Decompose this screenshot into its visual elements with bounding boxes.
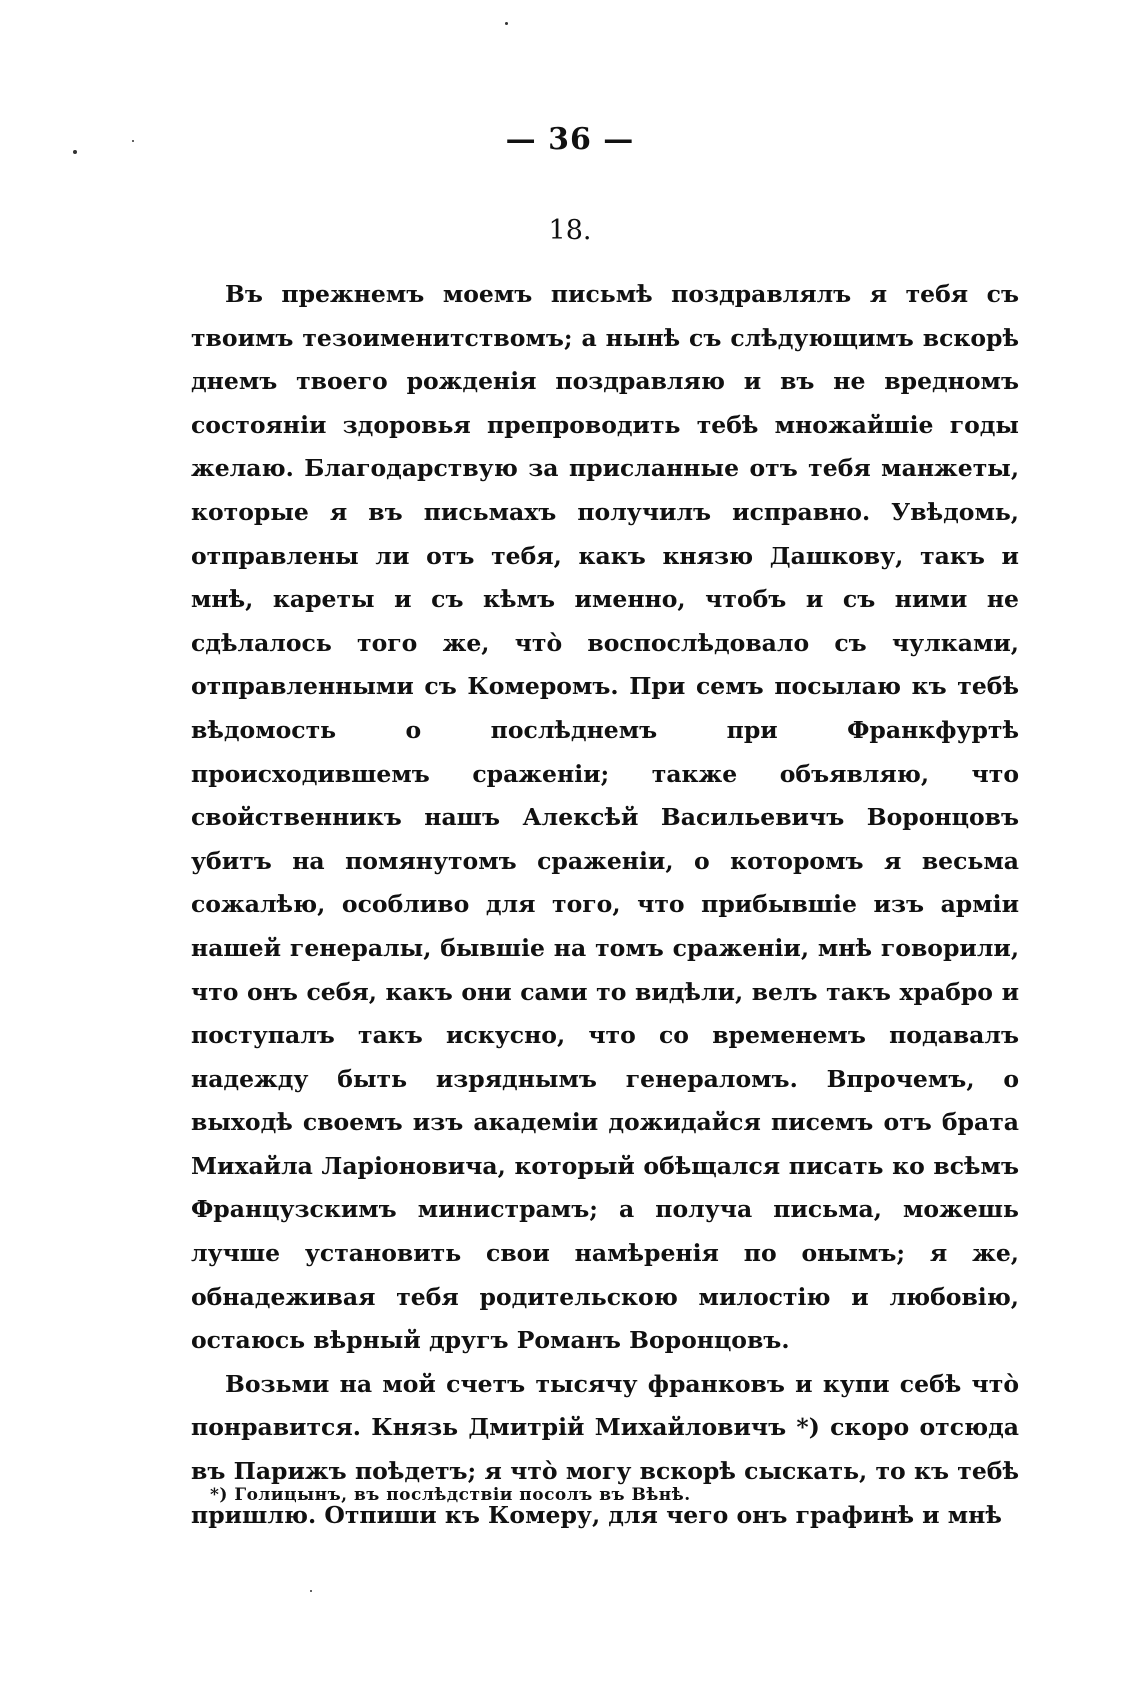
paragraph: Въ прежнемъ моемъ письмѣ поздравлялъ я тебя съ твоимъ тезоименитствомъ; а нынѣ съ слѣдующимъ вскорѣ днемъ твоего рожденія поздравляю и въ не вредномъ состояніи здоровья препроводить тебѣ множайшіе годы желаю. Благодарствую за присланные отъ тебя манжеты, которые я въ письмахъ получилъ исправно. Увѣдомь, отправлены ли отъ тебя, какъ князю Дашкову, такъ и мнѣ, кареты и съ кѣмъ именно, чтобъ и съ ними не сдѣлалось того же, что̀ воспослѣдовало съ чулками, отправленными съ Комеромъ. При семъ посылаю къ тебѣ вѣдомость о послѣднемъ при Франкфуртѣ происходившемъ сраженіи; также объявляю, что свойственникъ нашъ Алексѣй Васильевичъ Воронцовъ убитъ на помянутомъ сраженіи, о которомъ я весьма сожалѣю, особливо для того, что прибывшіе изъ арміи нашей генералы, бывшіе на томъ сраженіи, мнѣ говорили, что онъ себя, какъ они сами то видѣли, велъ такъ храбро и поступалъ такъ искусно, что со временемъ подавалъ надежду быть изряднымъ генераломъ. Впрочемъ, о выходѣ своемъ изъ академіи дожидайся писемъ отъ брата Михайла Ларіоновича, который обѣщался писать ко всѣмъ Французскимъ министрамъ; а получа письма, можешь лучше установить свои намѣренія по онымъ; я же, обнадеживая тебя родительскою милостію и любовію, остаюсь вѣрный другъ Романъ Воронцовъ. (191, 280, 1019, 1355)
scan-speck (132, 140, 134, 142)
scan-speck (73, 150, 77, 154)
footnote: *) Голицынъ, въ послѣдствіи посолъ въ Вѣнѣ. (210, 1485, 691, 1505)
letter-number: 18. (548, 215, 592, 246)
letter-body (191, 273, 1019, 1537)
page-number: — 36 — (505, 122, 635, 157)
scan-speck (310, 1590, 312, 1592)
paragraph: Возьми на мой счетъ тысячу франковъ и купи себѣ что̀ понравится. Князь Дмитрій Михайловичъ *) скоро отсюда въ Парижъ поѣдетъ; я что̀ могу вскорѣ сыскать, то къ тебѣ пришлю. Отпиши къ Комеру, для чего онъ графинѣ и мнѣ (191, 1369, 1019, 1529)
scan-speck (505, 22, 508, 25)
